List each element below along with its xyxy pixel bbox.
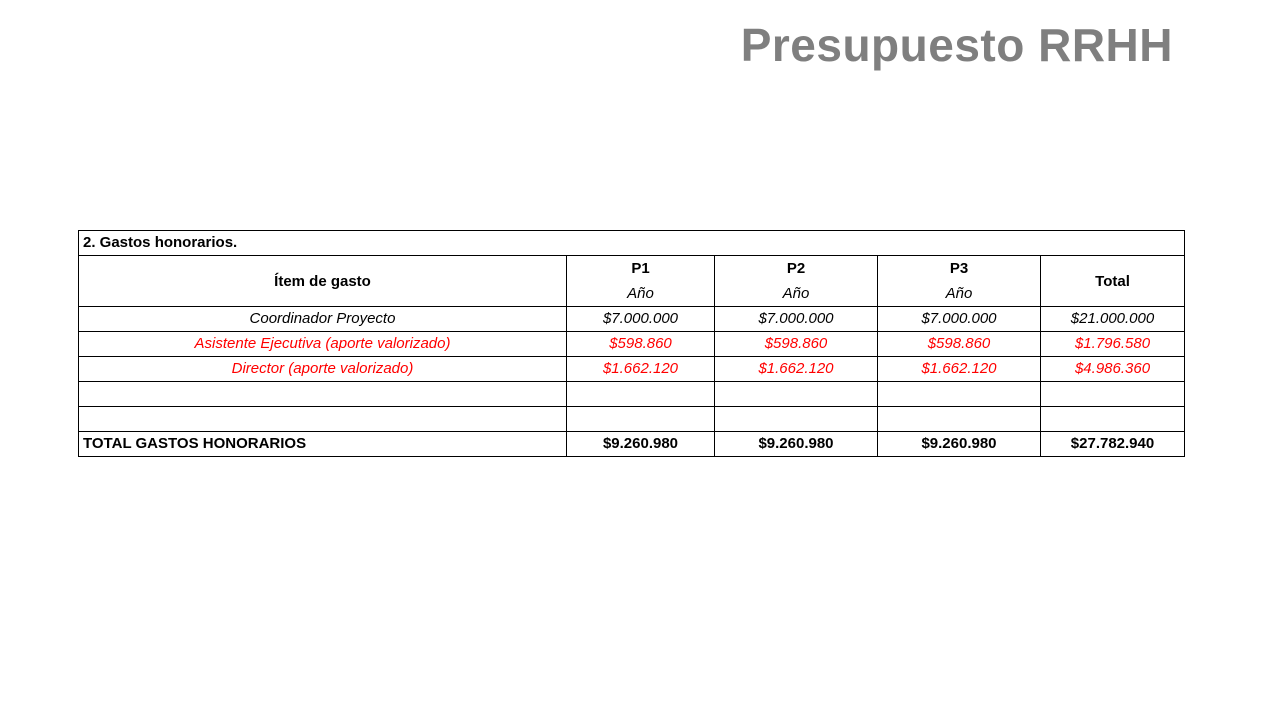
section-header-row	[79, 231, 1185, 256]
empty-row	[79, 407, 1185, 432]
budget-table	[78, 230, 1185, 457]
item-total: $21.000.000	[1041, 307, 1185, 332]
totals-p2: $9.260.980	[715, 432, 878, 457]
item-column-header: Ítem de gasto	[79, 256, 567, 307]
item-name: Coordinador Proyecto	[79, 307, 567, 332]
empty-row	[79, 382, 1185, 407]
item-p3: $1.662.120	[878, 357, 1041, 382]
table-row	[79, 332, 1185, 357]
table-row	[79, 307, 1185, 332]
period-header-p1: P1	[567, 256, 715, 282]
total-column-header: Total	[1041, 256, 1185, 307]
item-p2: $1.662.120	[715, 357, 878, 382]
period-unit-p3: Año	[878, 281, 1041, 307]
period-header-p3: P3	[878, 256, 1041, 282]
period-header-p2: P2	[715, 256, 878, 282]
period-unit-p1: Año	[567, 281, 715, 307]
table-row	[79, 357, 1185, 382]
item-total: $4.986.360	[1041, 357, 1185, 382]
totals-p1: $9.260.980	[567, 432, 715, 457]
item-p2: $598.860	[715, 332, 878, 357]
item-p1: $598.860	[567, 332, 715, 357]
item-name: Director (aporte valorizado)	[79, 357, 567, 382]
item-p3: $598.860	[878, 332, 1041, 357]
column-header-row	[79, 256, 1185, 282]
totals-total: $27.782.940	[1041, 432, 1185, 457]
totals-p3: $9.260.980	[878, 432, 1041, 457]
period-unit-p2: Año	[715, 281, 878, 307]
item-p1: $1.662.120	[567, 357, 715, 382]
item-total: $1.796.580	[1041, 332, 1185, 357]
section-title: 2. Gastos honorarios.	[79, 231, 1185, 256]
item-p3: $7.000.000	[878, 307, 1041, 332]
totals-label: TOTAL GASTOS HONORARIOS	[79, 432, 567, 457]
item-p1: $7.000.000	[567, 307, 715, 332]
slide-title: Presupuesto RRHH	[740, 19, 1173, 71]
item-p2: $7.000.000	[715, 307, 878, 332]
item-name: Asistente Ejecutiva (aporte valorizado)	[79, 332, 567, 357]
totals-row	[79, 432, 1185, 457]
